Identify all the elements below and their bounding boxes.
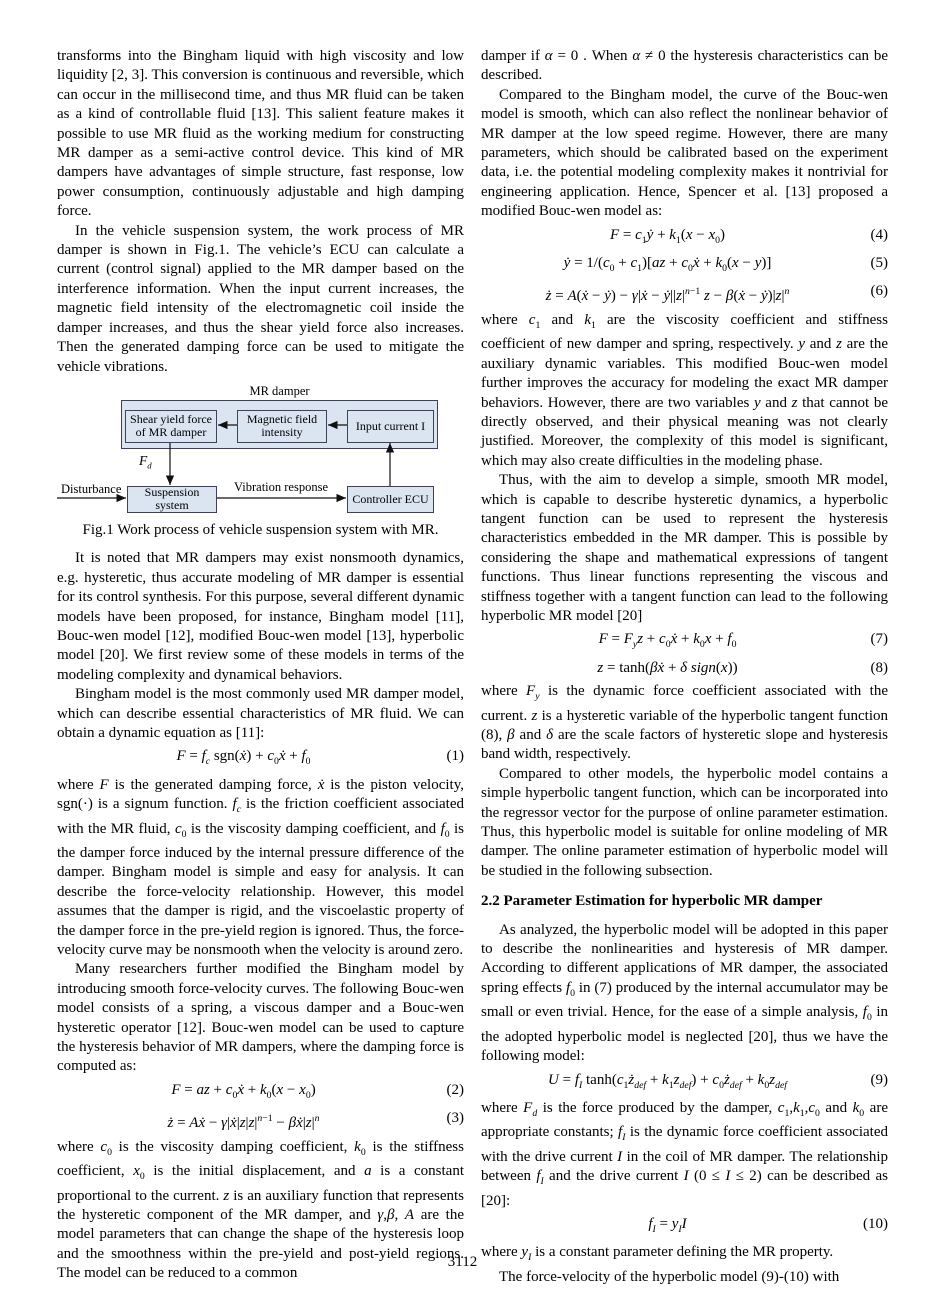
- equation-8-number: (8): [870, 659, 888, 676]
- equation-6-body: ż = A(ẋ − ẏ) − γ|ẋ − $ẏ||z|^{n-1}$ z − β(ẋ − $ẏ)|z|^n$: [545, 286, 790, 305]
- paragraph: Bingham model is the most commonly used MR damper model, which can describe essential characteristics of MR fluid. We can obtain a dynamic equation as [11]:: [57, 686, 464, 741]
- paragraph: As analyzed, the hyperbolic model will be adopted in this paper to describe the nonlinearities and hysteresis of MR damper. According to different applications of MR damper, the associated spring effects $f_0$ in (7) produced by the internal accumulator may be small or even trivial. Hence, for the ease of a simple analysis, $f_0$ in the adopted hyperbolic model is neglected [20], thus we have the following model:: [481, 921, 889, 1065]
- equation-5: [481, 254, 888, 278]
- equation-1-number: (1): [446, 748, 464, 765]
- section-heading-2-2: 2.2 Parameter Estimation for hyperbolic MR damper: [481, 893, 823, 910]
- equation-4: [481, 226, 888, 250]
- equation-6: [481, 282, 888, 306]
- paragraph: Compared to other models, the hyperbolic model contains a simple hyperbolic tangent function, which can be incorporated into the regressor vector for the purpose of online parameter estimation. Thus, this hyperbolic model is suitable for online modeling of MR damper. The online parameter estimation of hyperbolic model will be studied in the following subsection.: [481, 765, 888, 879]
- paragraph: In the vehicle suspension system, the work process of MR damper is shown in Fig.1. The vehicle’s ECU can calculate a current (control signal) applied to the MR damper based on the interference information. When the input current increases, the magnetic field intensity of the electromagnetic coil inside the damper increases, and thus the shear yield force also increases. Then the generated damping force can be used to mitigate the vehicle vibrations.: [57, 222, 464, 375]
- equation-8-body: z = tanh(βẋ + δ sign(x)): [597, 659, 738, 676]
- equation-4-body: $F = c_1ẏ + k_1(x - x_0)$: [609, 226, 726, 246]
- right-column: [481, 47, 888, 1287]
- fig-label-vibration-response: Vibration response: [233, 479, 329, 494]
- equation-5-number: (5): [870, 255, 888, 272]
- page-number: 3112: [447, 1254, 478, 1270]
- paragraph: where F is the generated damping force, ẋ is the piston velocity, sgn(·) is a signum function. $f_c$ is the friction coefficient associated with the MR fluid, $c_0$ is the viscosity damping coefficient, and $f_0$ is the damper force induced by the internal pressure difference of the damper. Bingham model is simple and easy for analysis. It can describe the force-velocity relationship. However, this model assumes that the damper is rigid, and the viscoelastic property of the damper force in the pre-yield region is ignored. Thus, the force-velocity curve may be nonsmooth when the velocity is around zero.: [57, 776, 464, 959]
- figure-1: [57, 384, 464, 540]
- fig-label-disturbance: Disturbance: [61, 481, 122, 496]
- fig-box-input-current: Input current I: [347, 410, 434, 443]
- two-column-layout: [57, 47, 888, 1287]
- paragraph: The force-velocity of the hyperbolic model (9)-(10) with: [499, 1268, 840, 1285]
- equation-9-number: (9): [870, 1071, 888, 1088]
- fig-box-suspension-system: Suspension system: [127, 486, 217, 513]
- equation-3-number: (3): [446, 1110, 464, 1127]
- equation-2-number: (2): [446, 1081, 464, 1098]
- figure-1-caption: Fig.1 Work process of vehicle suspension system with MR.: [82, 521, 439, 538]
- equation-9: [481, 1071, 888, 1095]
- figure-1-diagram: [57, 384, 464, 514]
- equation-7-number: (7): [870, 631, 888, 648]
- equation-4-number: (4): [870, 226, 888, 243]
- equation-10-body: $f_I = y_II$: [648, 1215, 687, 1235]
- paragraph: where $c_0$ is the viscosity damping coefficient, $k_0$ is the stiffness coefficient, $x_0$ is the initial displacement, and a is a constant proportional to the current. z is an auxiliary function that represents the hysteretic component of the MR damper, and γ,β, A are the model parameters that can change the shape of the hysteresis loop and the smoothness within the pre-yield and post-yield regions. The model can be reduced to a common: [57, 1138, 464, 1282]
- equation-1: [57, 747, 464, 771]
- paragraph: transforms into the Bingham liquid with high viscosity and low liquidity [2, 3]. This conversion is continuous and reversible, which can occur in the millisecond time, and thus MR fluid can be taken as a kind of controllable fluid [13]. This salient feature makes it possible to use MR fluid as the working medium for constructing MR damper as a semi-active control device. This kind of MR dampers have advantages of simple structure, fast response, low power consumption, continuously adjustable and high damping force.: [57, 48, 464, 220]
- paragraph: It is noted that MR dampers may exist nonsmooth dynamics, e.g. hysteretic, thus accurate modeling of MR damper is essential for its control synthesis. For this purpose, several different dynamic models have been proposed, for instance, Bingham model [11], Bouc-wen model [12], modified Bouc-wen model [13], hyperbolic model [20]. We first review some of these models in terms of the modeling complexity and dynamical behaviors.: [57, 550, 464, 683]
- equation-7: [481, 630, 888, 654]
- equation-7-body: $F = F_yz$ + $c_0ẋ + k_0x + f_0$: [598, 631, 737, 651]
- equation-6-number: (6): [870, 283, 888, 300]
- fig-mr-damper-label: MR damper: [249, 383, 310, 398]
- fig-box-magnetic-field: Magnetic field intensity: [237, 410, 327, 443]
- paragraph: where $y_I$ is a constant parameter defining the MR property.: [481, 1244, 834, 1264]
- equation-2: [57, 1081, 464, 1105]
- fig-box-controller-ecu: Controller ECU: [347, 486, 434, 513]
- equation-1-body: $F = f_c$ sgn(ẋ) + $c_0ẋ + f_0$: [176, 748, 311, 768]
- paragraph: where $F_y$ is the dynamic force coefficient associated with the current. z is a hysteretic variable of the hyperbolic tangent function (8), β and δ are the scale factors of hysteretic slope and hysteresis band width, respectively.: [481, 683, 888, 763]
- equation-8: [481, 659, 888, 678]
- equation-3-body: ż = Aẋ − $\gamma|ẋ|z|z|^{n-1}$ − $\beta ẋ|z|^n$: [167, 1113, 320, 1132]
- paragraph: Compared to the Bingham model, the curve of the Bouc-wen model is smooth, which can also reflect the nonlinear behavior of MR damper at the low speed regime. However, there are many parameters, which should be calibrated based on the experiment data, i.e. the potential modeling complexity makes it nontrivial for engineering application. Hence, Spencer et al. [13] proposed a modified Bouc-wen model as:: [481, 86, 888, 220]
- equation-3: [57, 1109, 464, 1133]
- equation-10: [481, 1215, 888, 1239]
- paragraph: where $F_d$ is the force produced by the damper, $c_1,k_1,c_0$ and $k_0$ are appropriate constants; $f_I$ is the dynamic force coefficient associated with the drive current I in the coil of MR damper. The relationship between $f_I$ and the drive current I (0 ≤ I ≤ 2) can be described as [20]:: [481, 1099, 889, 1209]
- left-column: [57, 47, 464, 1287]
- paragraph: Thus, with the aim to develop a simple, smooth MR model, which is capable to describe hysteretic dynamics, a hyperbolic tangent function can be used to represent the hysteresis characteristics embedded in the MR damper. This is possible by considering the shape and mathematical expressions of tangent functions. Thus linear functions representing the viscous and stiffness together with a tangent function can lead to the following hyperbolic MR model [20]: [481, 472, 888, 624]
- equation-2-body: F = az + $c_0ẋ + k_0(x - x_0)$: [171, 1081, 316, 1101]
- equation-5-body: ẏ = $1/(c_0 + c_1)[az$ + $c_0ẋ + k_0(x - y)$]: [563, 255, 772, 275]
- fig-box-shear-yield-force: Shear yield force of MR damper: [125, 410, 217, 443]
- equation-10-number: (10): [863, 1215, 888, 1232]
- paragraph: where $c_1$ and $k_1$ are the viscosity coefficient and stiffness coefficient of new damper and spring, respectively. y and z are the auxiliary dynamic variables. This modified Bouc-wen model further improves the accuracy for modeling the exact MR damper behaviors. However, there are two variables y and z that cannot be directly observed, and their physical meaning was not clearly justified. Moreover, the complexity of this model is significant, which may also create difficulties in the modeling phase.: [481, 311, 888, 469]
- paragraph: Many researchers further modified the Bingham model by introducing smooth force-velocity curves. The following Bouc-wen model consists of a spring, a viscous damper and a Bouc-wen hysteretic operator [12]. Bouc-wen model can be used to capture the hysteresis behavior of MR dampers, where the damping force is computed as:: [57, 961, 464, 1075]
- equation-9-body: $U = f_I$ $\tanh(c_1ż_{def} + k_1z_{def})$ + $c_0ż_{def} + k_0z_{def}$: [548, 1071, 787, 1091]
- fig-label-damping-force: $F_d$: [139, 452, 152, 471]
- paragraph: damper if α = 0 . When α ≠ 0 the hysteresis characteristics can be described.: [481, 48, 888, 84]
